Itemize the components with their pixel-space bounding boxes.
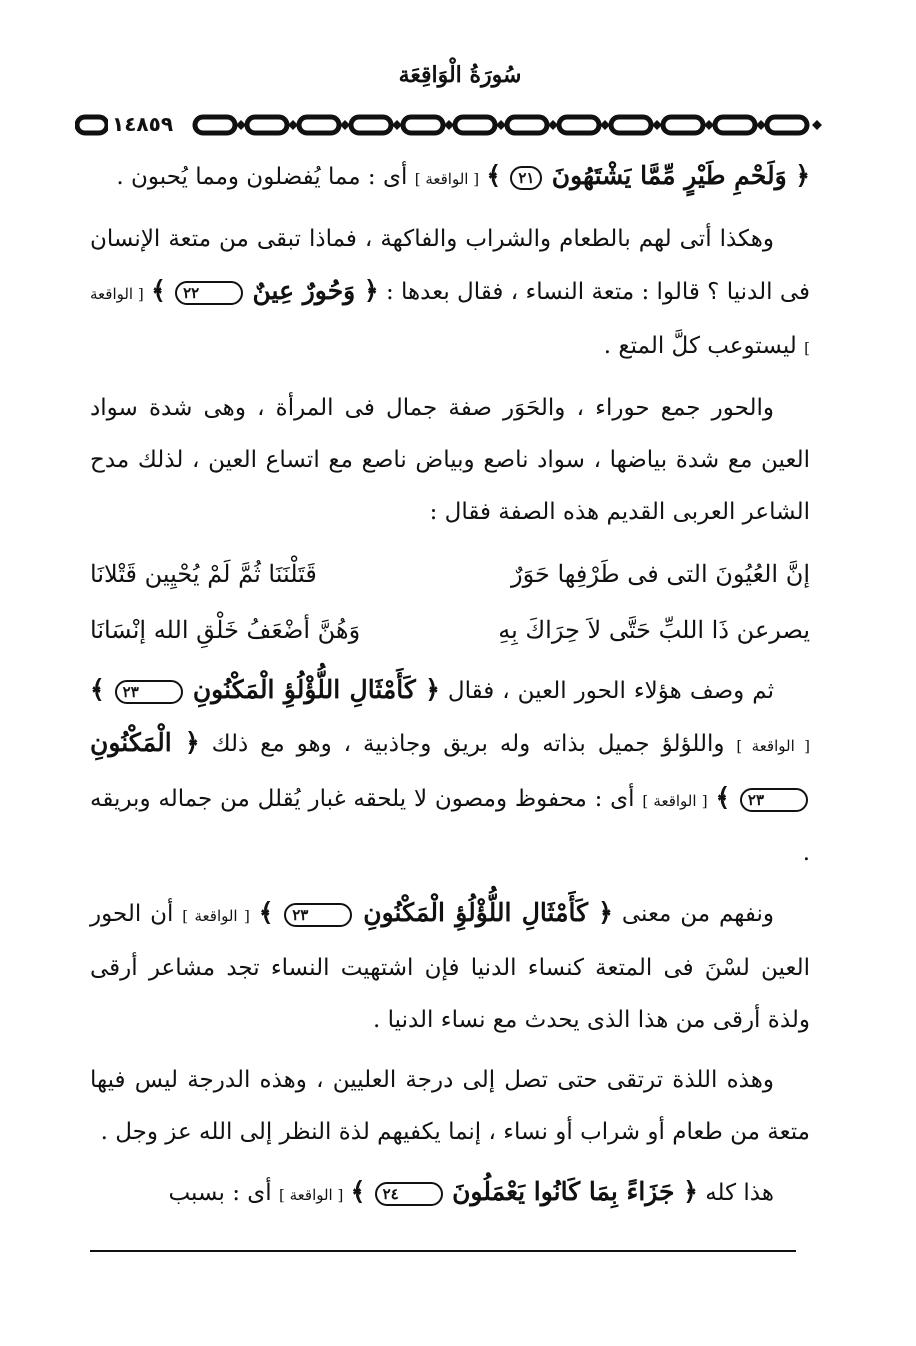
page-body <box>90 150 810 1229</box>
paragraph-2 <box>90 213 810 374</box>
verse-close: ﴾ <box>486 161 502 190</box>
verse-close: ﴾ <box>90 675 105 704</box>
paragraph-text: واللؤلؤ جميل بذاته وله بريق وجاذبية ، وهو مع ذلك <box>211 731 725 757</box>
verse-number: ٢٣ <box>115 680 183 704</box>
paragraph-text: هذا كله <box>705 1180 774 1206</box>
poem-hemistich: يصرعن ذَا اللبِّ حَتَّى لاَ حِرَاكَ بِهِ <box>498 616 810 644</box>
ornamental-border <box>75 110 835 140</box>
verse-close: ﴾ <box>151 276 166 305</box>
surah-reference: [ الواقعة ] <box>279 1186 344 1204</box>
paragraph-text: ليستوعب كلَّ المتع . <box>603 333 797 359</box>
surah-reference: [ الواقعة ] <box>642 792 708 810</box>
paragraph-4 <box>90 664 810 879</box>
verse-number: ٢٢ <box>175 281 243 305</box>
poem-line-1 <box>90 546 810 602</box>
quran-verse: ﴿ وَحُورٌ عِينٌ <box>252 276 379 305</box>
surah-title: سُورَةُ الْوَاقِعَة <box>398 62 522 88</box>
verse-number: ٢١ <box>510 166 542 190</box>
paragraph-text: وهكذا أتى لهم بالطعام والشراب والفاكهة ، فماذا تبقى من متعة الإنسان فى الدنيا ؟ قالوا : متعة النساء ، فقال بعدها : <box>90 226 811 305</box>
paragraph-3 <box>90 382 810 538</box>
quran-verse: ﴿ كَأَمْثَالِ اللُّؤْلُؤِ الْمَكْنُونِ <box>363 898 613 927</box>
paragraph-1 <box>90 150 810 205</box>
verse-number: ٢٤ <box>375 1182 443 1206</box>
verse-close: ﴾ <box>715 783 731 812</box>
poem-hemistich: قَتَلْنَنَا ثُمَّ لَمْ يُحْيِين قَتْلانَا <box>90 560 317 588</box>
poem <box>90 546 810 658</box>
paragraph-6 <box>90 1054 810 1158</box>
verse-close: ﴾ <box>258 898 274 927</box>
verse-close: ﴾ <box>350 1177 366 1206</box>
paragraph-7 <box>90 1166 810 1221</box>
paragraph-text: وهذه اللذة ترتقى حتى تصل إلى درجة العليين ، وهذه الدرجة ليس فيها متعة من طعام أو شراب أو نساء ، إنما يكفيهم لذة النظر إلى الله عز وجل . <box>90 1067 810 1145</box>
surah-reference: [ الواقعة ] <box>736 737 811 755</box>
paragraph-text: ونفهم من معنى <box>621 901 775 927</box>
surah-reference: [ الواقعة ] <box>414 170 480 188</box>
quran-verse: ﴿ كَأَمْثَالِ اللُّؤْلُؤِ الْمَكْنُونِ <box>192 675 440 704</box>
poem-line-2 <box>90 602 810 658</box>
footer-divider <box>90 1250 796 1252</box>
quran-verse: ﴿ جَزَاءً بِمَا كَانُوا يَعْمَلُونَ <box>452 1177 698 1206</box>
paragraph-text: أن الحور العين لسْنَ فى المتعة كنساء الدنيا فإن اشتهيت النساء تجد مشاعر أرقى ولذة أرقى من هذا الذى يحدث مع نساء الدنيا . <box>90 901 810 1033</box>
verse-number: ٢٣ <box>740 788 808 812</box>
poem-hemistich: وَهُنَّ أضْعَفُ خَلْقِ الله إنْسَانَا <box>90 616 361 644</box>
page-number: ١٤٨٥٩ <box>108 109 177 139</box>
paragraph-text: والحور جمع حوراء ، والحَوَر صفة جمال فى المرأة ، وهى شدة سواد العين مع شدة بياضها ، سواد ناصع وبياض ناصع مع اتساع العين ، لذلك مدح الشاعر العربى القديم هذه الصفة فقال : <box>90 395 810 525</box>
paragraph-text: أى : مما يُفضلون ومما يُحبون . <box>116 164 408 190</box>
surah-reference: [ الواقعة ] <box>90 285 810 357</box>
paragraph-text: ثم وصف هؤلاء الحور العين ، فقال <box>447 678 774 704</box>
quran-verse: ﴿ وَلَحْمِ طَيْرٍ مِّمَّا يَشْتَهُونَ <box>551 161 810 190</box>
surah-reference: [ الواقعة ] <box>182 907 250 925</box>
quran-verse: ﴿ الْمَكْنُونِ <box>90 728 200 757</box>
verse-number: ٢٣ <box>284 903 352 927</box>
paragraph-text: أى : محفوظ ومصون لا يلحقه غبار يُقلل من جماله وبريقه . <box>90 786 810 866</box>
poem-hemistich: إنَّ العُيُونَ التى فى طَرْفِها حَوَرٌ <box>511 560 810 588</box>
paragraph-text: أى : بسبب <box>168 1180 272 1206</box>
paragraph-5 <box>90 887 810 1046</box>
